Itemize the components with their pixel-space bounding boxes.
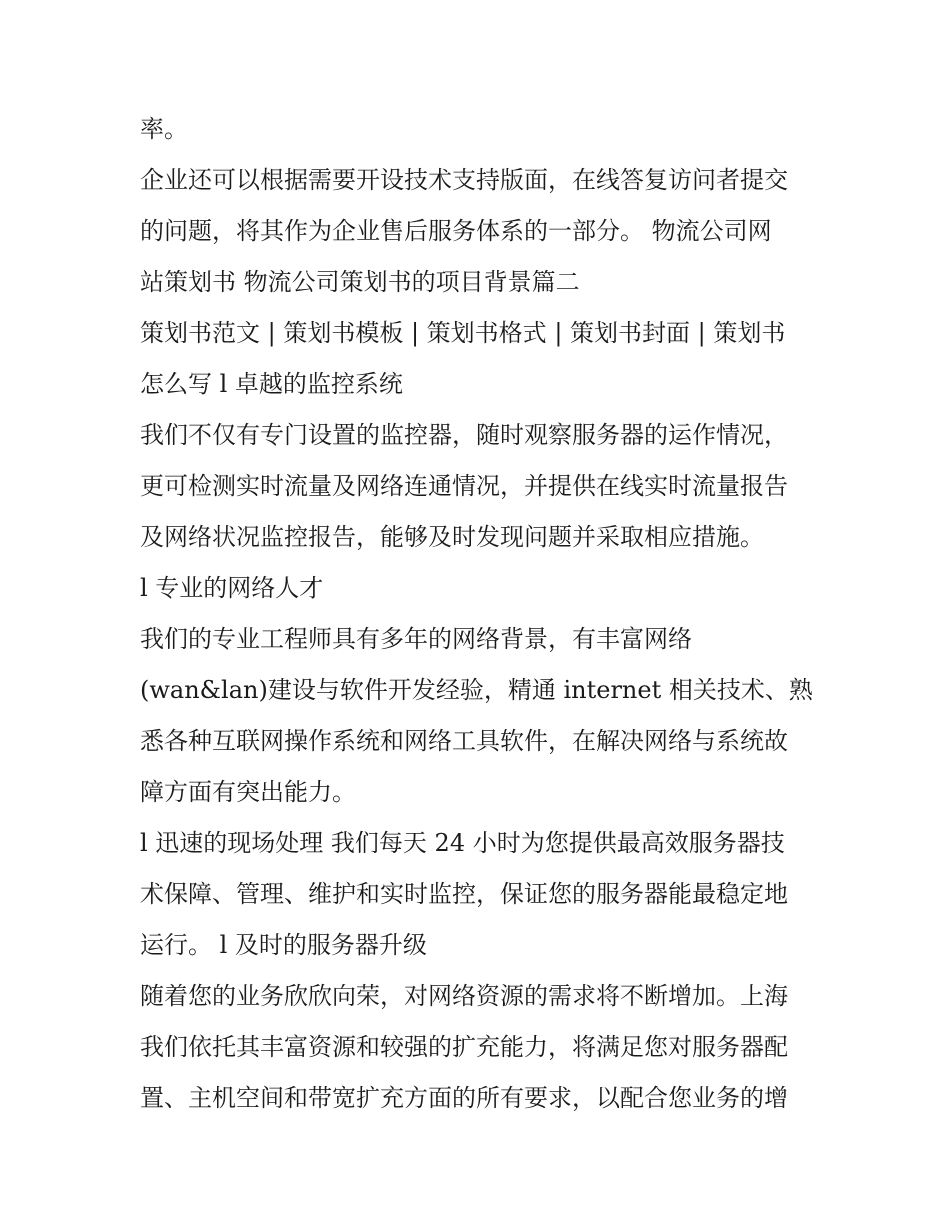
text-line: 站策划书 物流公司策划书的项目背景篇二	[140, 268, 580, 296]
text-line: 及网络状况监控报告，能够及时发现问题并采取相应措施。	[140, 523, 764, 551]
text-line: 随着您的业务欣欣向荣，对网络资源的需求将不断增加。上海	[140, 982, 788, 1010]
text-line: 置、主机空间和带宽扩充方面的所有要求，以配合您业务的增	[140, 1084, 788, 1112]
text-line: 更可检测实时流量及网络连通情况，并提供在线实时流量报告	[140, 472, 788, 500]
text-line: 悉各种互联网操作系统和网络工具软件，在解决网络与系统故	[140, 727, 788, 755]
text-line: l 迅速的现场处理 我们每天 24 小时为您提供最高效服务器技	[140, 829, 785, 857]
text-line: 运行。 l 及时的服务器升级	[140, 931, 427, 959]
text-line: 障方面有突出能力。	[140, 778, 356, 806]
text-line: 我们的专业工程师具有多年的网络背景，有丰富网络	[140, 625, 692, 653]
text-line: 我们依托其丰富资源和较强的扩充能力，将满足您对服务器配	[140, 1033, 788, 1061]
text-line: 术保障、管理、维护和实时监控，保证您的服务器能最稳定地	[140, 880, 788, 908]
text-line: (wan&lan)建设与软件开发经验，精通 internet 相关技术、熟	[140, 676, 813, 704]
document-body	[140, 104, 820, 1124]
text-line: 企业还可以根据需要开设技术支持版面，在线答复访问者提交	[140, 166, 788, 194]
text-line: 我们不仅有专门设置的监控器，随时观察服务器的运作情况，	[140, 421, 788, 449]
text-line: 率。	[140, 115, 188, 143]
text-line: l 专业的网络人才	[140, 574, 324, 602]
text-line: 怎么写 l 卓越的监控系统	[140, 370, 403, 398]
text-line: 的问题，将其作为企业售后服务体系的一部分。 物流公司网	[140, 217, 772, 245]
text-line: 策划书范文 | 策划书模板 | 策划书格式 | 策划书封面 | 策划书	[140, 319, 786, 347]
